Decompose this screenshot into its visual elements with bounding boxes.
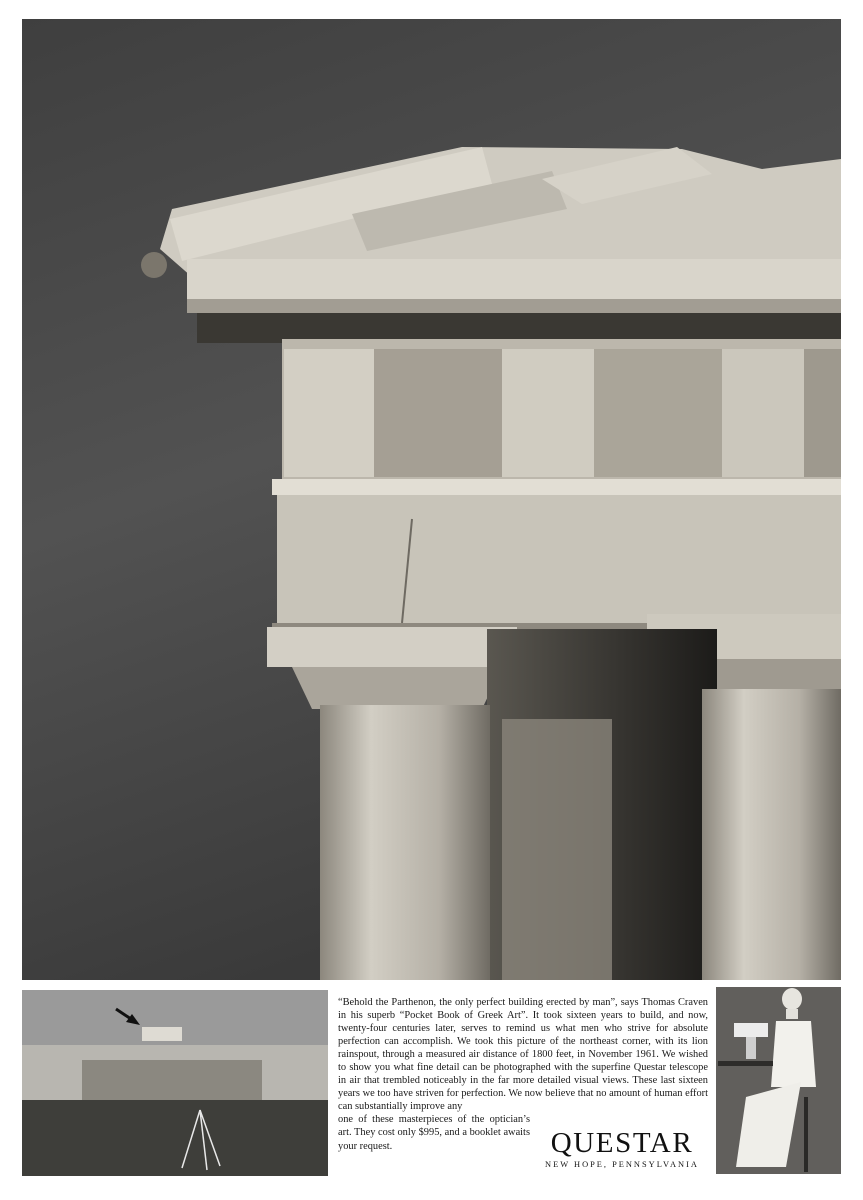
parthenon-photo bbox=[22, 19, 841, 980]
brand-name: QUESTAR bbox=[550, 1127, 694, 1159]
brand-block bbox=[537, 1128, 707, 1169]
woman-with-telescope-photo bbox=[716, 987, 841, 1174]
lion-rainspout-icon bbox=[141, 252, 167, 278]
acropolis-inset-photo bbox=[22, 990, 328, 1176]
brand-location: NEW HOPE, PENNSYLVANIA bbox=[545, 1160, 699, 1169]
ad-copy-body: “Behold the Parthenon, the only perfect building erected by man”, says Thomas Craven in his superb “Pocket Book of Greek Art”. It took sixteen years to build, and now, twenty-four centuries later, serves to remind us what men who strive for absolute perfection can accomplish. We took this picture of the northeast corner, with its lion rainspout, through a measured air distance of 1800 feet, in November 1961. We wished to show you what fine detail can be photographed with the superfine Questar telescope in air that trembled noticeably in the far more detailed visual views. These last sixteen years we too have striven for perfection. We now believe that no amount of human effort can substantially improve any bbox=[338, 997, 708, 1113]
ad-copy-tail: one of these masterpieces of the optician’s art. They cost only $995, and a booklet awaits your request. bbox=[338, 1114, 530, 1152]
